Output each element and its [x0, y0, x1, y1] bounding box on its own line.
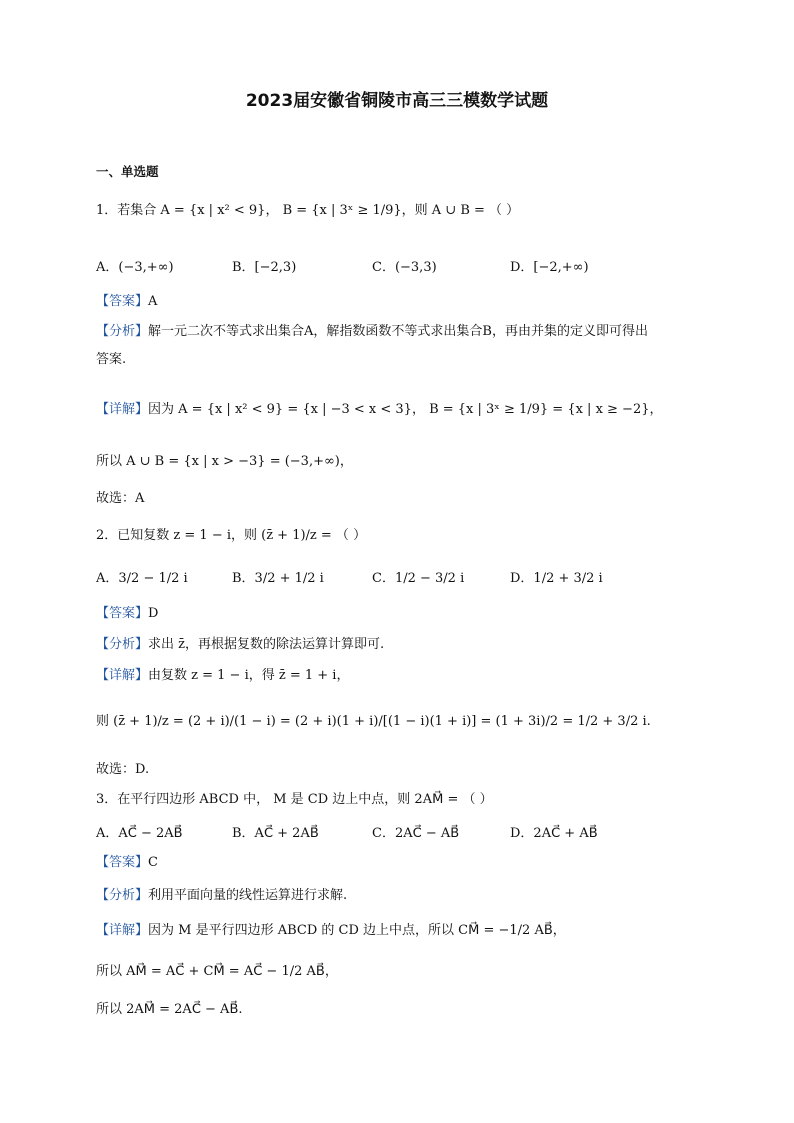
q1-detail-cont: 所以 A ∪ B = {x | x > −3} = (−3,+∞)， — [96, 454, 353, 469]
q2-stem: 2．已知复数 z = 1 − i，则 (z̄ + 1)/z = （ ） — [96, 528, 367, 543]
analysis-text: 解一元二次不等式求出集合A，解指数函数不等式求出集合B，再由并集的定义即可得出 — [148, 324, 648, 339]
q1-option-b: B．[−2,3) — [232, 260, 297, 275]
analysis-tag: 【分析】 — [96, 324, 149, 339]
analysis-tag: 【分析】 — [96, 888, 149, 903]
q2-conclusion: 故选：D. — [96, 762, 150, 777]
q1-analysis — [96, 322, 648, 342]
detail-tag: 【详解】 — [96, 923, 149, 938]
detail-text: 因为 A = {x | x² < 9} = {x | −3 < x < 3}， B = {x | 3ˣ ≥ 1/9} = {x | x ≥ −2}， — [148, 402, 663, 417]
q3-option-d: D．2AC⃗ + AB⃗ — [510, 826, 598, 841]
section-heading: 一、单选题 — [96, 164, 159, 179]
q1-option-d: D．[−2,+∞) — [510, 260, 589, 275]
answer-tag: 【答案】 — [96, 294, 149, 309]
answer-value: D — [148, 606, 159, 621]
detail-text: 由复数 z = 1 − i，得 z̄ = 1 + i， — [148, 668, 350, 683]
q3-detail-final: 所以 2AM⃗ = 2AC⃗ − AB⃗. — [96, 1002, 243, 1017]
q3-stem: 3．在平行四边形 ABCD 中， M 是 CD 边上中点，则 2AM⃗ = （ ） — [96, 792, 493, 807]
q2-option-a: A．3/2 − 1/2 i — [96, 571, 188, 586]
analysis-text: 求出 z̄，再根据复数的除法运算计算即可. — [148, 637, 385, 652]
analysis-text: 利用平面向量的线性运算进行求解. — [148, 888, 348, 903]
q3-option-a: A．AC⃗ − 2AB⃗ — [96, 826, 183, 841]
answer-value: C — [148, 855, 158, 870]
q2-analysis — [96, 635, 384, 655]
q3-option-b: B．AC⃗ + 2AB⃗ — [232, 826, 319, 841]
q1-option-c: C．(−3,3) — [372, 260, 437, 275]
detail-tag: 【详解】 — [96, 402, 149, 417]
answer-value: A — [148, 294, 158, 309]
q2-detail-cont: 则 (z̄ + 1)/z = (2 + i)/(1 − i) = (2 + i)(1 + i)/[(1 − i)(1 + i)] = (1 + 3i)/2 = 1/2 + 3/2 i. — [96, 714, 651, 729]
q1-answer — [96, 292, 157, 312]
q3-analysis — [96, 886, 347, 906]
q3-answer — [96, 853, 158, 873]
q3-detail-cont: 所以 AM⃗ = AC⃗ + CM⃗ = AC⃗ − 1/2 AB⃗， — [96, 964, 338, 979]
q1-conclusion: 故选：A — [96, 491, 145, 506]
answer-tag: 【答案】 — [96, 855, 149, 870]
page-title: 2023届安徽省铜陵市高三三模数学试题 — [245, 91, 549, 111]
detail-tag: 【详解】 — [96, 668, 149, 683]
q1-stem: 1．若集合 A = {x | x² < 9}， B = {x | 3ˣ ≥ 1/9}，则 A ∪ B = （ ） — [96, 203, 520, 218]
q1-option-a: A．(−3,+∞) — [96, 260, 174, 275]
q1-detail — [96, 400, 663, 420]
q2-option-b: B．3/2 + 1/2 i — [232, 571, 324, 586]
q3-option-c: C．2AC⃗ − AB⃗ — [372, 826, 460, 841]
q2-option-d: D．1/2 + 3/2 i — [510, 571, 603, 586]
q3-detail — [96, 921, 566, 941]
q1-analysis-cont: 答案. — [96, 352, 127, 367]
answer-tag: 【答案】 — [96, 606, 149, 621]
q2-option-c: C．1/2 − 3/2 i — [372, 571, 465, 586]
q2-answer — [96, 604, 158, 624]
detail-text: 因为 M 是平行四边形 ABCD 的 CD 边上中点，所以 CM⃗ = −1/2 AB⃗， — [148, 923, 566, 938]
analysis-tag: 【分析】 — [96, 637, 149, 652]
q2-detail — [96, 666, 349, 686]
